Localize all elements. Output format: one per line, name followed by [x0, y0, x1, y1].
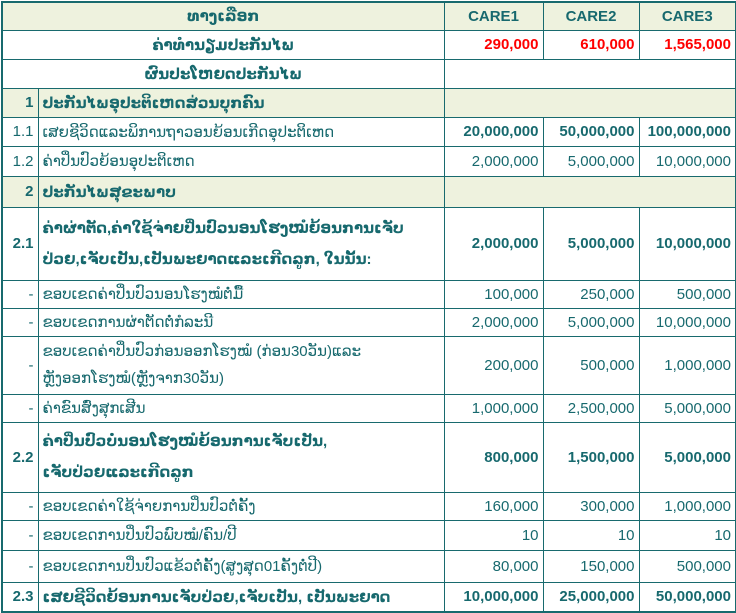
row-dash-7-label: ຂອບເຂດການປິ່ນປົວແຂ້ວຕໍ່ຄັ້ງ(ສູງສຸດ01ຄັ້ງຕໍ່ປີ)	[38, 550, 444, 582]
row-1-2-label: ຄ່າປິ່ນປົວຍ້ອນອຸປະຕິເຫດ	[38, 146, 444, 176]
row-dash-dental-per-visit	[2, 550, 736, 582]
row-dash-2-care1: 2,000,000	[444, 308, 543, 336]
premium-care2: 610,000	[543, 30, 639, 59]
row-dash-3-care1: 200,000	[444, 336, 543, 394]
section-1-empty-cell	[444, 88, 736, 117]
row-dash-4-bullet: -	[2, 394, 38, 422]
row-2-1-label-line1: ຄ່າຜ່າຕັດ,ຄ່າໃຊ້ຈ່າຍປິ່ນປົວນອນໂຮງໝໍຍ້ອນການເຈັບ	[42, 219, 404, 237]
row-dash-1-bullet: -	[2, 280, 38, 308]
row-2-3-label: ເສຍຊີວິດຍ້ອນການເຈັບປ່ວຍ,ເຈັບເປັນ, ເປັນພະຍາດ	[38, 582, 444, 612]
row-2-3-number: 2.3	[2, 582, 38, 612]
row-dash-5-bullet: -	[2, 492, 38, 520]
insurance-plan-comparison-table	[1, 1, 736, 613]
row-2-3	[2, 582, 736, 612]
row-dash-7-care2: 150,000	[543, 550, 639, 582]
row-dash-3-label-line1: ຂອບເຂດຄ່າປິ່ນປົວກ່ອນອອກໂຮງໝໍ (ກ່ອນ30ວັນ)ແລະ	[42, 343, 362, 360]
row-dash-1-care1: 100,000	[444, 280, 543, 308]
row-dash-2-care3: 10,000,000	[639, 308, 736, 336]
row-2-1-label-line2: ປ່ວຍ,ເຈັບເປັນ,ເປັນພະຍາດແລະເກີດລູກ, ໃນນັ້ນ:	[42, 250, 372, 268]
row-dash-1-care2: 250,000	[543, 280, 639, 308]
row-1-1	[2, 117, 736, 146]
row-dash-pre-post-hospital	[2, 336, 736, 394]
row-dash-6-bullet: -	[2, 520, 38, 550]
row-dash-1-label: ຂອບເຂດຄ່າປິ່ນປົວນອນໂຮງໝໍຕໍ່ມື້	[38, 280, 444, 308]
premium-care1: 290,000	[444, 30, 543, 59]
row-2-1-label	[38, 207, 444, 280]
row-2-1-care1: 2,000,000	[444, 207, 543, 280]
section-2-label: ປະກັນໄພສຸຂະພາບ	[38, 176, 444, 207]
section-1-number: 1	[2, 88, 38, 117]
benefits-title-row	[2, 59, 736, 88]
row-dash-4-care2: 2,500,000	[543, 394, 639, 422]
plan-header-care3: CARE3	[639, 2, 736, 30]
row-2-2-label-line2: ເຈັບປ່ວຍແລະເກີດລູກ	[42, 464, 194, 481]
row-dash-7-bullet: -	[2, 550, 38, 582]
row-dash-4-care1: 1,000,000	[444, 394, 543, 422]
row-2-1-care2: 5,000,000	[543, 207, 639, 280]
row-dash-6-care1: 10	[444, 520, 543, 550]
row-1-1-number: 1.1	[2, 117, 38, 146]
table-header-row	[2, 2, 736, 30]
row-dash-7-care3: 500,000	[639, 550, 736, 582]
section-2-empty-cell	[444, 176, 736, 207]
row-2-1-care3: 10,000,000	[639, 207, 736, 280]
row-dash-5-care2: 300,000	[543, 492, 639, 520]
plan-header-care1: CARE1	[444, 2, 543, 30]
row-1-1-care2: 50,000,000	[543, 117, 639, 146]
row-dash-4-label: ຄ່າຂົນສົ່ງສຸກເສີນ	[38, 394, 444, 422]
row-dash-3-label	[38, 336, 444, 394]
row-1-2-care1: 2,000,000	[444, 146, 543, 176]
options-header-cell: ທາງເລືອກ	[2, 2, 444, 30]
premium-label: ຄ່າທຳນຽມປະກັນໄພ	[2, 30, 444, 59]
row-dash-hospital-per-day	[2, 280, 736, 308]
row-2-1-number: 2.1	[2, 207, 38, 280]
row-1-1-care3: 100,000,000	[639, 117, 736, 146]
section-1-label: ປະກັນໄພອຸປະຕິເຫດສ່ວນບຸກຄົນ	[38, 88, 444, 117]
row-2-2-label	[38, 422, 444, 492]
row-1-1-care1: 20,000,000	[444, 117, 543, 146]
row-dash-6-care2: 10	[543, 520, 639, 550]
benefits-title-label: ຜົນປະໂຫຍດປະກັນໄພ	[2, 59, 444, 88]
row-dash-4-care3: 5,000,000	[639, 394, 736, 422]
row-2-3-care1: 10,000,000	[444, 582, 543, 612]
row-dash-6-label: ຂອບເຂດການປິ່ນປົວພົບໝໍ/ຄົນ/ປີ	[38, 520, 444, 550]
section-2-row	[2, 176, 736, 207]
row-1-2	[2, 146, 736, 176]
row-dash-7-care1: 80,000	[444, 550, 543, 582]
row-1-2-care2: 5,000,000	[543, 146, 639, 176]
row-dash-2-label: ຂອບເຂດການຜ່າຕັດຕໍ່ກໍລະນີ	[38, 308, 444, 336]
row-dash-surgery-per-case	[2, 308, 736, 336]
section-2-number: 2	[2, 176, 38, 207]
row-2-2-label-line1: ຄ່າປິ່ນປົວບໍ່ນອນໂຮງໝໍຍ້ອນການເຈັບເປັນ,	[42, 433, 328, 450]
row-dash-3-care3: 1,000,000	[639, 336, 736, 394]
row-dash-emergency-transport	[2, 394, 736, 422]
premium-care3: 1,565,000	[639, 30, 736, 59]
plan-header-care2: CARE2	[543, 2, 639, 30]
row-dash-5-care1: 160,000	[444, 492, 543, 520]
row-dash-3-care2: 500,000	[543, 336, 639, 394]
row-1-1-label: ເສຍຊີວິດແລະພິການຖາວອນຍ້ອນເກີດອຸປະຕິເຫດ	[38, 117, 444, 146]
row-1-2-care3: 10,000,000	[639, 146, 736, 176]
premium-row	[2, 30, 736, 59]
section-1-row	[2, 88, 736, 117]
benefits-title-empty-cell	[444, 59, 736, 88]
row-dash-3-bullet: -	[2, 336, 38, 394]
row-1-2-number: 1.2	[2, 146, 38, 176]
row-2-2-number: 2.2	[2, 422, 38, 492]
row-2-3-care2: 25,000,000	[543, 582, 639, 612]
row-dash-1-care3: 500,000	[639, 280, 736, 308]
row-dash-3-label-line2: ຫຼັງອອກໂຮງໝໍ(ຫຼັງຈາກ30ວັນ)	[42, 370, 224, 387]
row-dash-expense-per-visit	[2, 492, 736, 520]
row-dash-2-care2: 5,000,000	[543, 308, 639, 336]
row-dash-6-care3: 10	[639, 520, 736, 550]
row-dash-visits-per-year	[2, 520, 736, 550]
row-2-1	[2, 207, 736, 280]
row-2-2-care3: 5,000,000	[639, 422, 736, 492]
row-2-2-care1: 800,000	[444, 422, 543, 492]
row-2-2	[2, 422, 736, 492]
row-2-2-care2: 1,500,000	[543, 422, 639, 492]
row-dash-2-bullet: -	[2, 308, 38, 336]
row-2-3-care3: 50,000,000	[639, 582, 736, 612]
row-dash-5-care3: 1,000,000	[639, 492, 736, 520]
row-dash-5-label: ຂອບເຂດຄ່າໃຊ້ຈ່າຍການປິ່ນປົວຕໍ່ຄັ້ງ	[38, 492, 444, 520]
